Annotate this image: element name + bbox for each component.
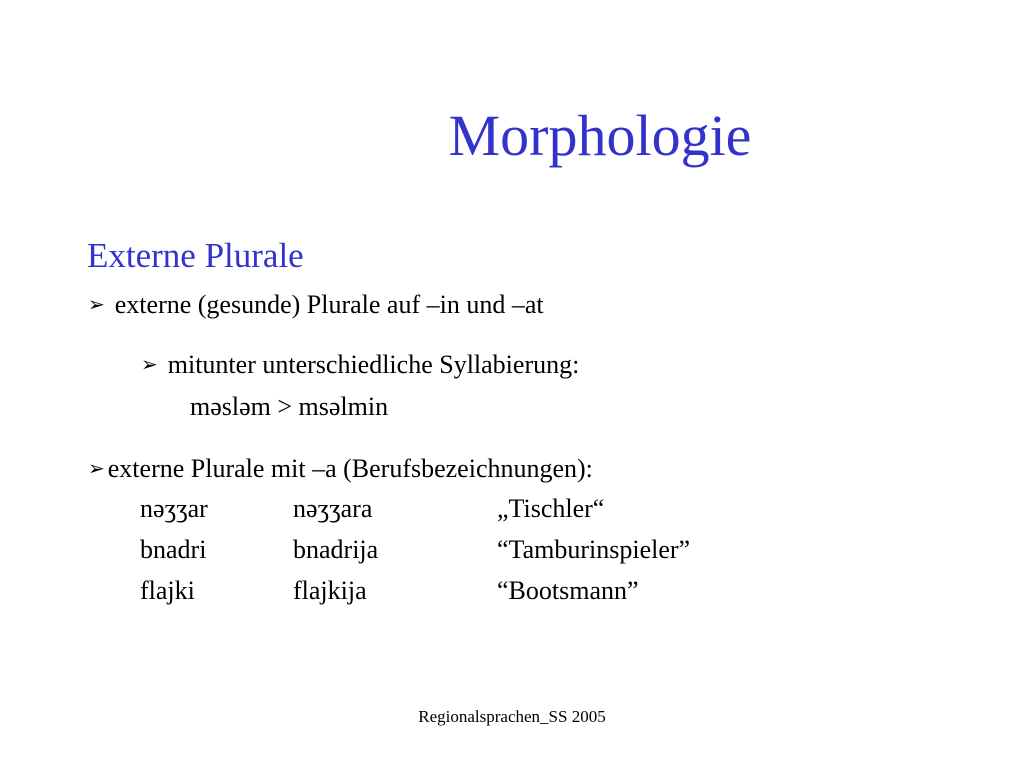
example-plural: flajkija [293,576,367,605]
example-gloss: “Tamburinspieler” [497,535,691,564]
example-plural: nəʒʒara [293,494,373,523]
bullet-item-3 [88,452,593,485]
bullet-text-1: externe (gesunde) Plurale auf –in und –at [114,290,544,319]
slide-footer [0,706,1024,728]
example-gloss: “Bootsmann” [497,576,639,605]
bullet-example: məsləm > msəlmin [190,392,389,421]
example-singular: flajki [140,576,195,605]
bullet-item-1 [88,288,544,321]
section-heading: Externe Plurale [87,236,304,275]
arrowhead-bullet-icon: ➢ [88,292,105,316]
example-singular: bnadri [140,535,207,564]
arrowhead-bullet-icon: ➢ [141,352,158,376]
example-gloss: „Tischler“ [497,494,605,523]
example-singular: nəʒʒar [140,494,208,523]
bullet-text-3: externe Plurale mit –a (Berufsbezeichnungen): [107,454,593,483]
slide-title-text: Morphologie [448,103,752,168]
footer-text: Regionalsprachen_SS 2005 [418,707,606,726]
bullet-text-2: mitunter unterschiedliche Syllabierung: [167,350,580,379]
example-plural: bnadrija [293,535,379,564]
slide-title [0,100,1024,172]
bullet-item-2 [141,348,579,381]
arrowhead-bullet-icon: ➢ [88,456,105,480]
